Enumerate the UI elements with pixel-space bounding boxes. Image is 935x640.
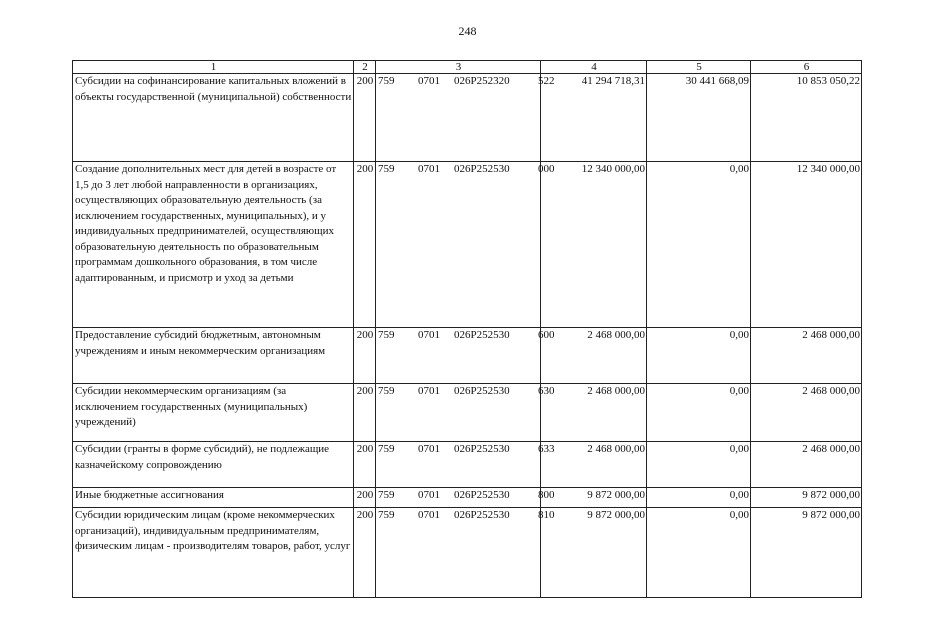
row-col5: 0,00 (647, 328, 751, 384)
row-code (376, 488, 555, 508)
row-code (376, 442, 555, 488)
header-col-4: 4 (541, 61, 647, 74)
row-col6: 2 468 000,00 (751, 384, 862, 442)
code-section: 0701 (418, 509, 440, 521)
code-csr: 026P252320 (454, 75, 510, 87)
row-description: Субсидии (гранты в форме субсидий), не подлежащие казначейскому сопровождению (73, 442, 354, 488)
row-col6: 12 340 000,00 (751, 162, 862, 328)
row-col5: 0,00 (647, 384, 751, 442)
row-col6: 2 468 000,00 (751, 442, 862, 488)
code-section: 0701 (418, 163, 440, 175)
code-vsr: 759 (378, 163, 395, 175)
code-csr: 026P252530 (454, 509, 510, 521)
code-vr: 810 (538, 509, 555, 521)
table-row (73, 488, 862, 508)
row-col4: 9 872 000,00 (541, 488, 647, 508)
table-row (73, 508, 862, 598)
row-code (376, 162, 555, 328)
row-col6: 9 872 000,00 (751, 508, 862, 598)
row-col5: 0,00 (647, 162, 751, 328)
page-number: 248 (458, 24, 477, 38)
budget-table (72, 60, 862, 598)
header-col-5: 5 (647, 61, 751, 74)
row-col4: 41 294 718,31 (541, 74, 647, 162)
row-code (376, 508, 555, 598)
row-col2: 200 (354, 442, 376, 488)
row-col5: 30 441 668,09 (647, 74, 751, 162)
code-csr: 026P252530 (454, 443, 510, 455)
row-description: Субсидии юридическим лицам (кроме некоммерческих организаций), индивидуальным предпринимателям, физическим лицам - производителям товаров, работ, услуг (73, 508, 354, 598)
code-csr: 026P252530 (454, 329, 510, 341)
row-code (376, 328, 555, 384)
row-description: Создание дополнительных мест для детей в возрасте от 1,5 до 3 лет любой направленности в организациях, осуществляющих образовательную деятельность (за исключением государственных, муниципальных), и у индивидуальных предпринимателей, осуществляющих образовательную деятельность по образовательным программам дошкольного образования, в том числе адаптированным, и присмотр и уход за детьми (73, 162, 354, 328)
row-description: Субсидии на софинансирование капитальных вложений в объекты государственной (муниципальной) собственности (73, 74, 354, 162)
code-vsr: 759 (378, 329, 395, 341)
code-vr: 630 (538, 385, 555, 397)
header-row (73, 61, 862, 74)
header-col-6: 6 (751, 61, 862, 74)
row-col4: 2 468 000,00 (541, 384, 647, 442)
code-vsr: 759 (378, 489, 395, 501)
row-col5: 0,00 (647, 508, 751, 598)
row-col4: 12 340 000,00 (541, 162, 647, 328)
table-row (73, 74, 862, 162)
row-description: Предоставление субсидий бюджетным, автономным учреждениям и иным некоммерческим организациям (73, 328, 354, 384)
code-vr: 522 (538, 75, 555, 87)
table-row (73, 328, 862, 384)
table-row (73, 162, 862, 328)
row-col5: 0,00 (647, 488, 751, 508)
row-description: Иные бюджетные ассигнования (73, 488, 354, 508)
row-col2: 200 (354, 74, 376, 162)
row-col2: 200 (354, 384, 376, 442)
code-section: 0701 (418, 385, 440, 397)
row-code (376, 74, 555, 162)
row-col5: 0,00 (647, 442, 751, 488)
header-col-3: 3 (376, 61, 541, 74)
header-col-2: 2 (354, 61, 376, 74)
code-vr: 600 (538, 329, 555, 341)
row-col6: 9 872 000,00 (751, 488, 862, 508)
code-section: 0701 (418, 75, 440, 87)
code-section: 0701 (418, 489, 440, 501)
code-vsr: 759 (378, 443, 395, 455)
code-csr: 026P252530 (454, 385, 510, 397)
code-vr: 000 (538, 163, 555, 175)
header-col-1: 1 (73, 61, 354, 74)
code-csr: 026P252530 (454, 489, 510, 501)
row-col4: 2 468 000,00 (541, 442, 647, 488)
row-col2: 200 (354, 162, 376, 328)
row-col4: 9 872 000,00 (541, 508, 647, 598)
row-col4: 2 468 000,00 (541, 328, 647, 384)
row-col6: 2 468 000,00 (751, 328, 862, 384)
row-col2: 200 (354, 508, 376, 598)
row-col2: 200 (354, 328, 376, 384)
code-vsr: 759 (378, 509, 395, 521)
row-col2: 200 (354, 488, 376, 508)
row-code (376, 384, 555, 442)
code-csr: 026P252530 (454, 163, 510, 175)
code-vr: 800 (538, 489, 555, 501)
code-section: 0701 (418, 329, 440, 341)
code-vsr: 759 (378, 385, 395, 397)
code-vsr: 759 (378, 75, 395, 87)
code-vr: 633 (538, 443, 555, 455)
row-description: Субсидии некоммерческим организациям (за исключением государственных (муниципальных) учреждений) (73, 384, 354, 442)
code-section: 0701 (418, 443, 440, 455)
row-col6: 10 853 050,22 (751, 74, 862, 162)
table-row (73, 384, 862, 442)
table-row (73, 442, 862, 488)
